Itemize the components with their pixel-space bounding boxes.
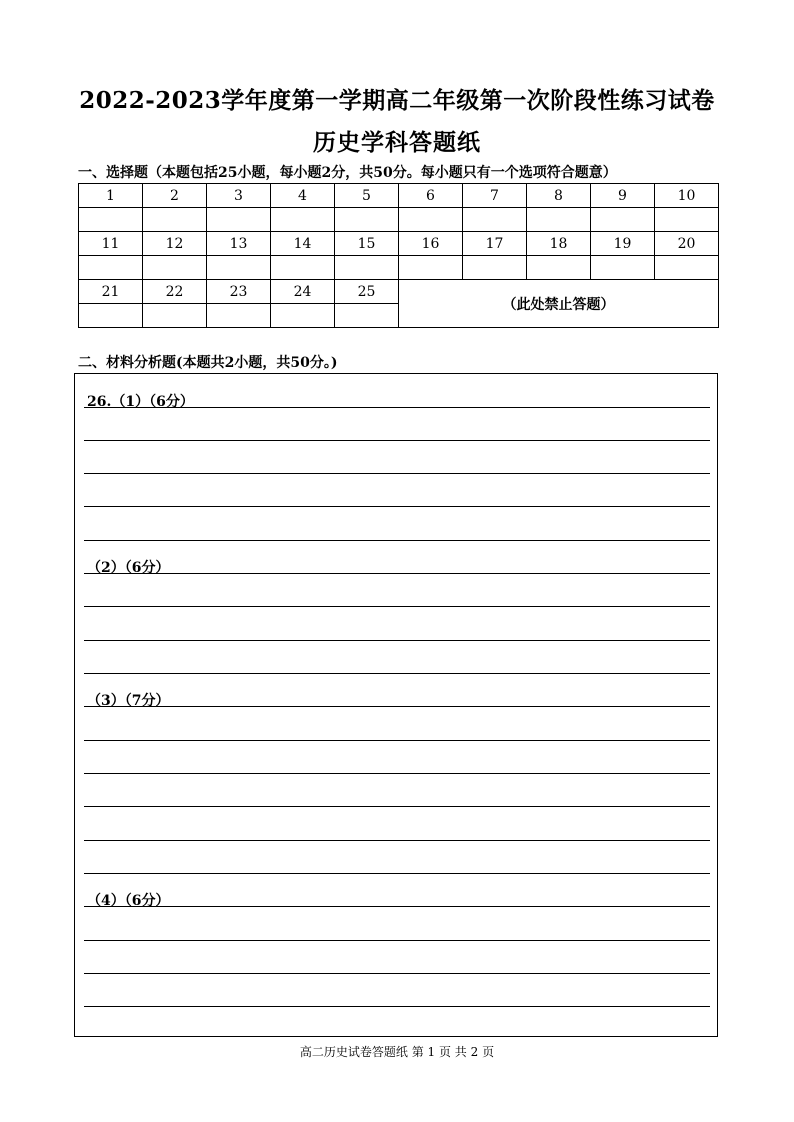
- answer-line: [84, 940, 710, 941]
- forbidden-area-note: （此处禁止答题）: [399, 280, 719, 328]
- answer-line: [84, 673, 710, 674]
- question-number: 10: [655, 184, 719, 208]
- exam-subtitle: 历史学科答题纸: [313, 129, 481, 156]
- answer-cell[interactable]: [655, 256, 719, 280]
- question-number: 13: [207, 232, 271, 256]
- answer-cell[interactable]: [207, 208, 271, 232]
- question-number: 20: [655, 232, 719, 256]
- question-26-part-3-label: （3）（7分）: [87, 693, 170, 709]
- question-26-part-1-label: 26.（1）（6分）: [87, 394, 194, 410]
- answer-cell[interactable]: [143, 208, 207, 232]
- answer-cell[interactable]: [335, 208, 399, 232]
- page-footer: 高二历史试卷答题纸 第 1 页 共 2 页: [299, 1045, 495, 1059]
- answer-line: [84, 906, 710, 907]
- question-number: 5: [335, 184, 399, 208]
- answer-cell[interactable]: [79, 304, 143, 328]
- answer-line: [84, 573, 710, 574]
- question-number: 21: [79, 280, 143, 304]
- question-number: 22: [143, 280, 207, 304]
- answer-line: [84, 740, 710, 741]
- answer-cell[interactable]: [143, 304, 207, 328]
- answer-row-2: [79, 256, 719, 280]
- question-number: 7: [463, 184, 527, 208]
- answer-cell[interactable]: [399, 256, 463, 280]
- answer-line: [84, 606, 710, 607]
- exam-title: 2022-2023学年度第一学期高二年级第一次阶段性练习试卷: [79, 87, 715, 114]
- question-number: 3: [207, 184, 271, 208]
- answer-line: [84, 1006, 710, 1007]
- answer-line: [84, 540, 710, 541]
- answer-cell[interactable]: [271, 208, 335, 232]
- question-number-row-1: [79, 184, 719, 208]
- answer-cell[interactable]: [399, 208, 463, 232]
- question-number: 25: [335, 280, 399, 304]
- question-number: 9: [591, 184, 655, 208]
- question-26-part-2-label: （2）（6分）: [87, 560, 170, 576]
- question-number: 19: [591, 232, 655, 256]
- question-26-part-4-label: （4）（6分）: [87, 893, 170, 909]
- answer-line: [84, 873, 710, 874]
- question-number: 11: [79, 232, 143, 256]
- question-number-row-3: [79, 280, 719, 304]
- question-number: 24: [271, 280, 335, 304]
- answer-cell[interactable]: [591, 256, 655, 280]
- question-number-row-2: [79, 232, 719, 256]
- answer-cell[interactable]: [463, 208, 527, 232]
- answer-cell[interactable]: [207, 304, 271, 328]
- question-number: 23: [207, 280, 271, 304]
- question-number: 15: [335, 232, 399, 256]
- question-number: 2: [143, 184, 207, 208]
- answer-line: [84, 473, 710, 474]
- answer-cell[interactable]: [527, 208, 591, 232]
- question-number: 4: [271, 184, 335, 208]
- answer-line: [84, 440, 710, 441]
- answer-cell[interactable]: [79, 208, 143, 232]
- answer-line: [84, 773, 710, 774]
- answer-cell[interactable]: [207, 256, 271, 280]
- answer-line: [84, 640, 710, 641]
- answer-cell[interactable]: [271, 304, 335, 328]
- answer-line: [84, 407, 710, 408]
- section1-heading: 一、选择题（本题包括25小题，每小题2分，共50分。每小题只有一个选项符合题意）: [78, 165, 617, 181]
- answer-cell[interactable]: [591, 208, 655, 232]
- answer-cell[interactable]: [335, 256, 399, 280]
- answer-cell[interactable]: [655, 208, 719, 232]
- question-number: 17: [463, 232, 527, 256]
- question-number: 1: [79, 184, 143, 208]
- answer-line: [84, 506, 710, 507]
- answer-cell[interactable]: [143, 256, 207, 280]
- answer-row-1: [79, 208, 719, 232]
- question-number: 18: [527, 232, 591, 256]
- answer-cell[interactable]: [79, 256, 143, 280]
- answer-cell[interactable]: [271, 256, 335, 280]
- answer-cell[interactable]: [463, 256, 527, 280]
- answer-line: [84, 973, 710, 974]
- answer-line: [84, 806, 710, 807]
- question-number: 16: [399, 232, 463, 256]
- material-analysis-answer-box[interactable]: [74, 373, 718, 1037]
- question-number: 8: [527, 184, 591, 208]
- answer-cell[interactable]: [527, 256, 591, 280]
- answer-cell[interactable]: [335, 304, 399, 328]
- answer-line: [84, 840, 710, 841]
- section2-heading: 二、材料分析题(本题共2小题，共50分。): [78, 355, 338, 371]
- question-number: 14: [271, 232, 335, 256]
- multiple-choice-answer-grid: [78, 183, 719, 328]
- answer-line: [84, 706, 710, 707]
- question-number: 12: [143, 232, 207, 256]
- question-number: 6: [399, 184, 463, 208]
